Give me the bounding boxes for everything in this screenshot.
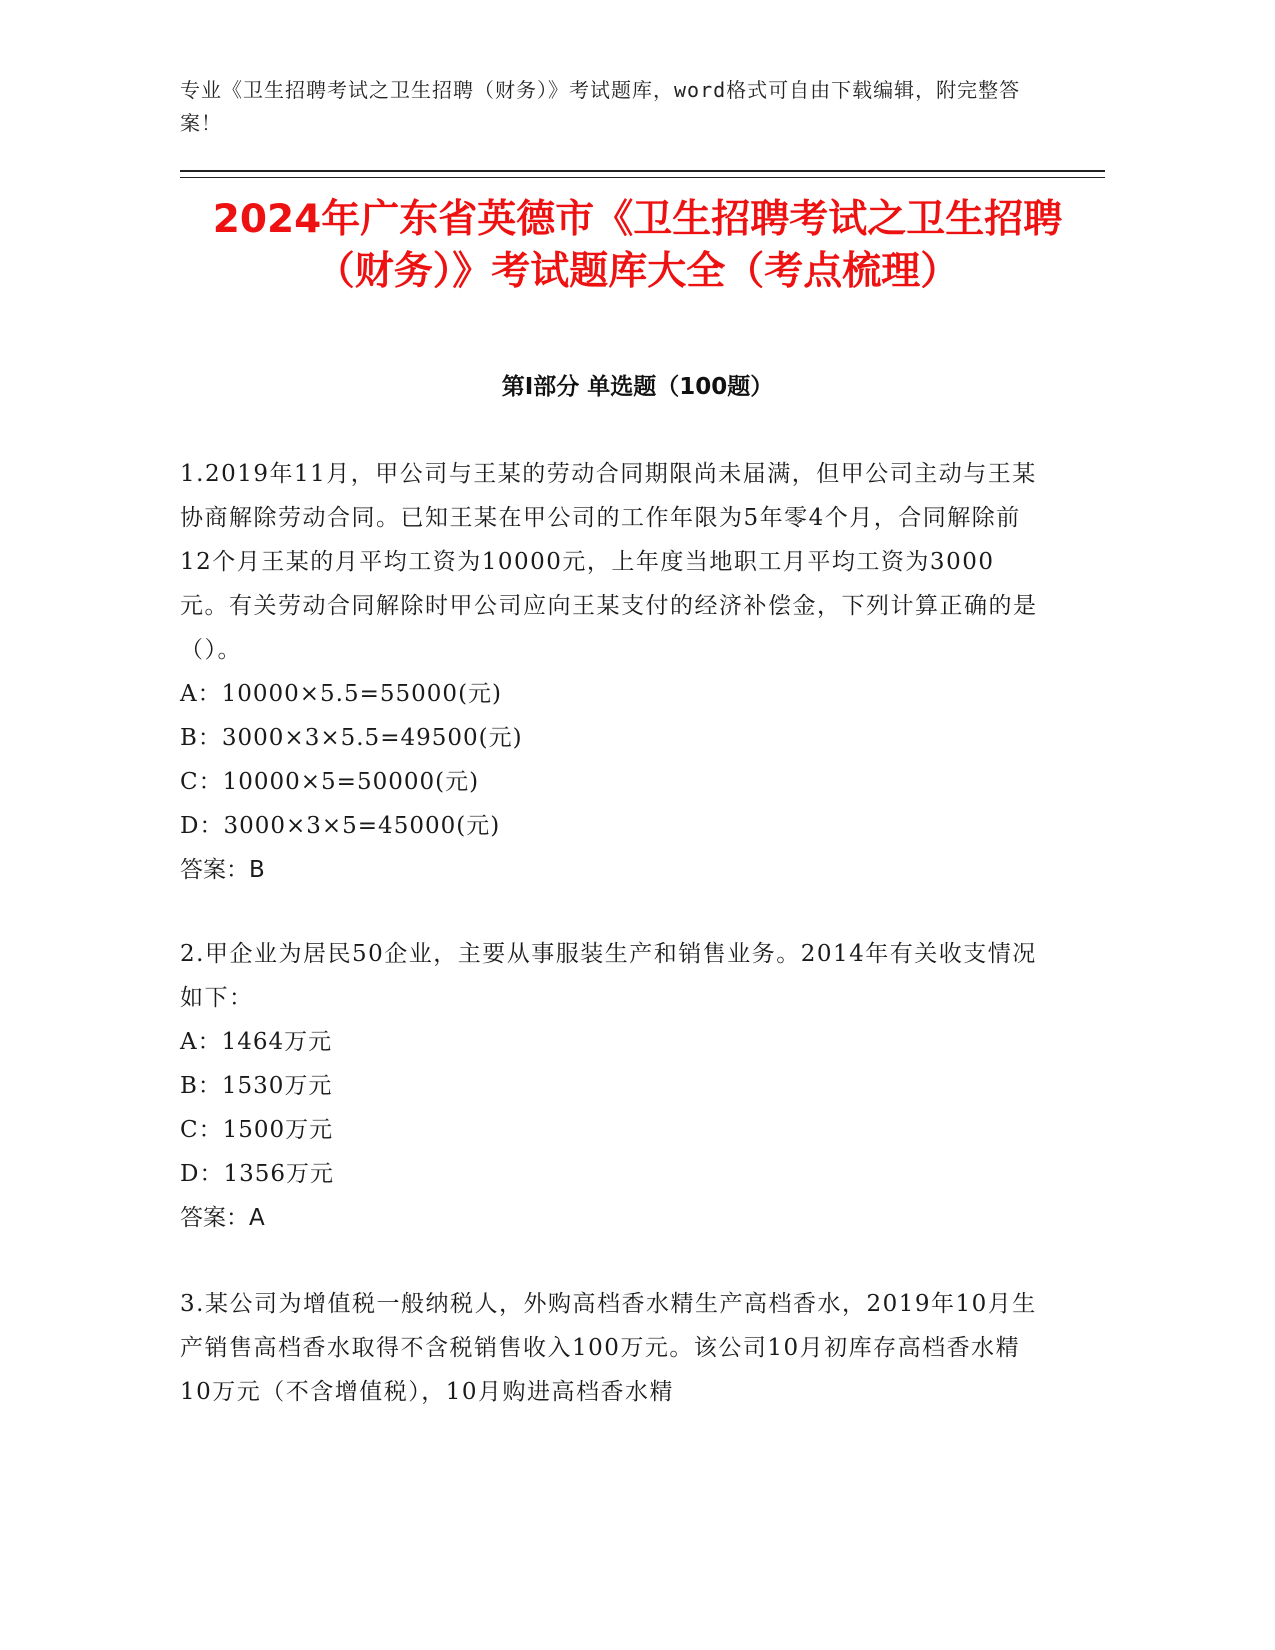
header-divider-thick — [180, 170, 1105, 172]
option-a: A：10000×5.5=55000(元) — [180, 681, 503, 707]
document-title: 2024年广东省英德市《卫生招聘考试之卫生招聘（财务）》考试题库大全（考点梳理） — [212, 197, 1063, 294]
question-text: 1.2019年11月，甲公司与王某的劳动合同期限尚未届满，但甲公司主动与王某协商解除劳动合同。已知王某在甲公司的工作年限为5年零4个月，合同解除前12个月王某的月平均工资为10000元，上年度当地职工月平均工资为3000元。有关劳动合同解除时甲公司应向王某支付的经济补偿金，下列计算正确的是（）。 — [180, 461, 1038, 663]
answer: 答案：B — [180, 857, 265, 883]
option-b: B：1530万元 — [180, 1073, 333, 1099]
option-c: C：1500万元 — [180, 1117, 334, 1143]
option-d: D：1356万元 — [180, 1161, 334, 1187]
question-2 — [180, 932, 1040, 1240]
header-divider-thin — [180, 177, 1105, 178]
question-text: 3.某公司为增值税一般纳税人，外购高档香水精生产高档香水，2019年10月生产销售高档香水取得不含税销售收入100万元。该公司10月初库存高档香水精10万元（不含增值税），10月购进高档香水精 — [180, 1291, 1037, 1405]
question-3 — [180, 1282, 1040, 1414]
option-d: D：3000×3×5=45000(元) — [180, 813, 501, 839]
section-title: 第Ⅰ部分 单选题（100题） — [501, 374, 774, 400]
question-1 — [180, 452, 1040, 892]
answer: 答案：A — [180, 1205, 265, 1231]
option-a: A：1464万元 — [180, 1029, 333, 1055]
header-note: 专业《卫生招聘考试之卫生招聘（财务）》考试题库，word格式可自由下载编辑，附完整答案！ — [180, 78, 1021, 135]
question-text: 2.甲企业为居民50企业，主要从事服装生产和销售业务。2014年有关收支情况如下： — [180, 941, 1037, 1011]
option-b: B：3000×3×5.5=49500(元) — [180, 725, 523, 751]
option-c: C：10000×5=50000(元) — [180, 769, 480, 795]
